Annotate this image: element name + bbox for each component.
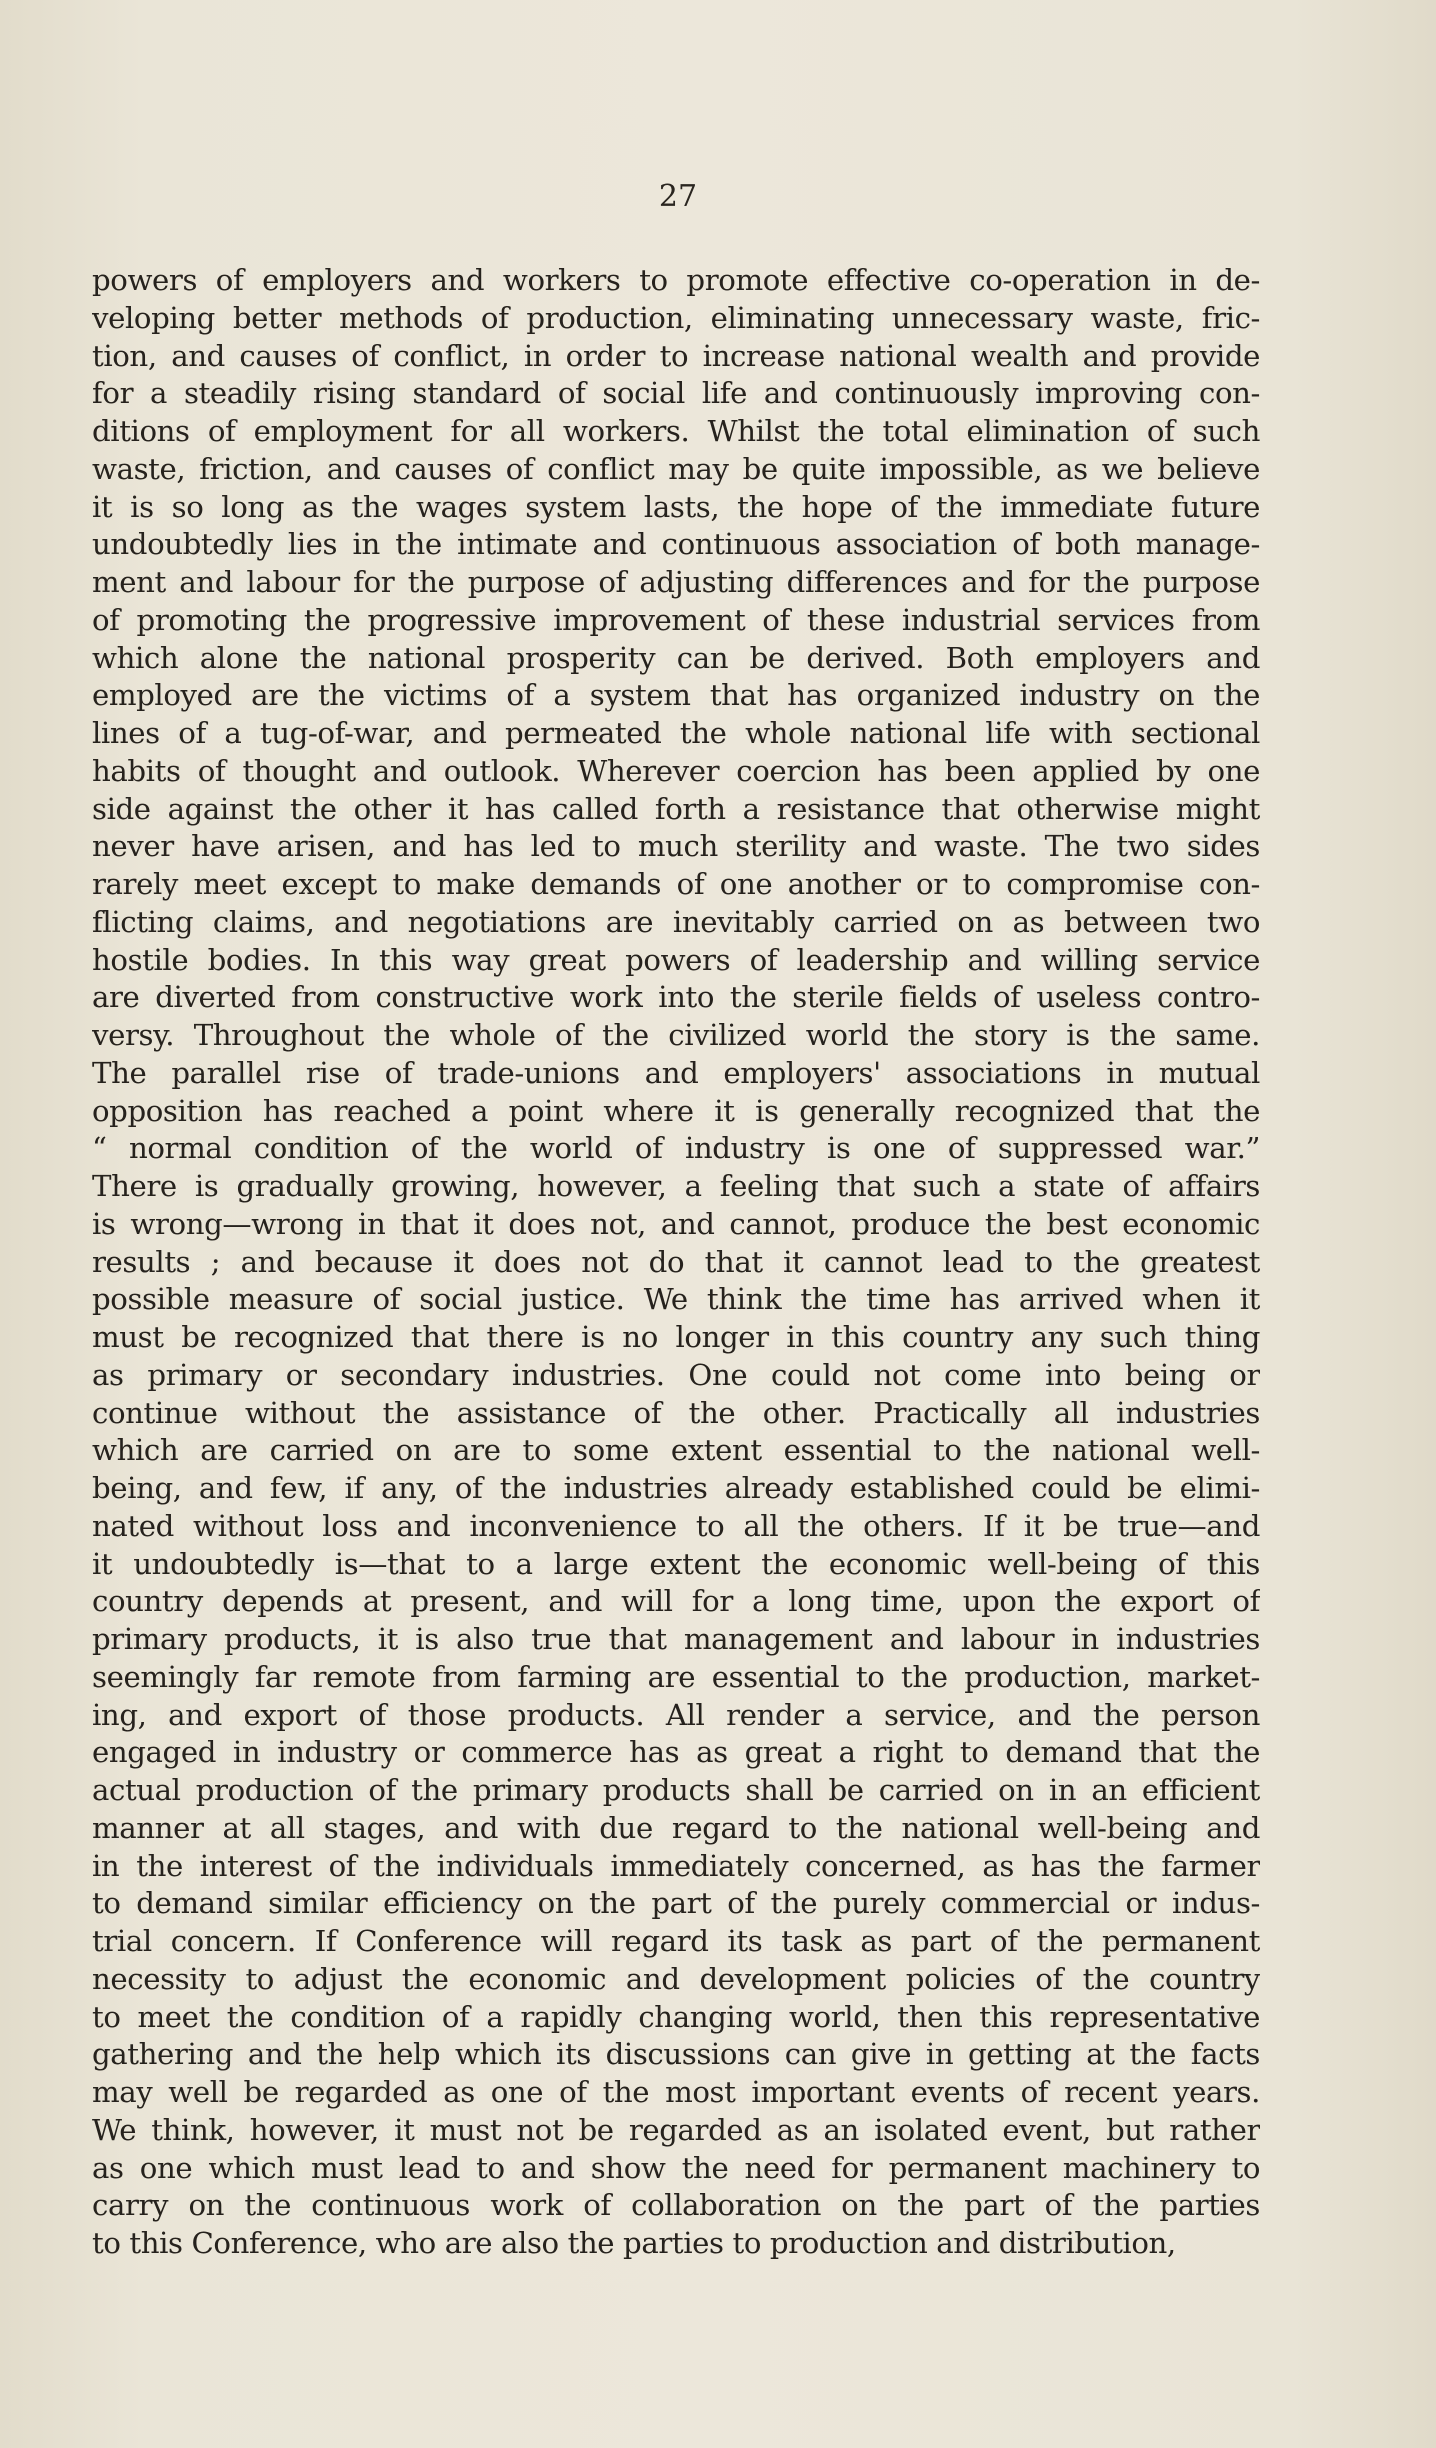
text-line: country depends at present, and will for a long time, upon the export of (92, 1584, 1260, 1619)
page-number: 27 (658, 179, 698, 214)
text-line: to meet the condition of a rapidly changing world, then this representative (92, 1999, 1260, 2034)
text-line: versy. Throughout the whole of the civilized world the story is the same. (92, 1018, 1260, 1052)
text-line: it undoubtedly is—that to a large extent the economic well-being of this (92, 1546, 1260, 1581)
text-line: We think, however, it must not be regarded as an isolated event, but rather (92, 2112, 1260, 2147)
text-line: opposition has reached a point where it is generally recognized that the (92, 1093, 1260, 1128)
text-line: powers of employers and workers to promote effective co-operation in de- (92, 263, 1260, 297)
text-line: primary products, it is also true that management and labour in industries (92, 1622, 1260, 1656)
text-line: it is so long as the wages system lasts, the hope of the immediate future (92, 489, 1260, 524)
text-line: ing, and export of those products. All render a service, and the person (92, 1697, 1260, 1732)
text-line: results ; and because it does not do that it cannot lead to the greatest (92, 1244, 1260, 1279)
text-line: employed are the victims of a system that has organized industry on the (92, 678, 1260, 713)
text-line: may well be regarded as one of the most important events of recent years. (92, 2075, 1260, 2109)
text-line: lines of a tug-of-war, and permeated the whole national life with sectional (92, 716, 1260, 750)
text-line: of promoting the progressive improvement of these industrial services from (92, 602, 1260, 637)
text-line: waste, friction, and causes of conflict may be quite impossible, as we believe (92, 451, 1260, 486)
text-line: tion, and causes of conflict, in order to increase national wealth and provide (92, 338, 1260, 373)
text-line: ditions of employment for all workers. Whilst the total elimination of such (92, 414, 1260, 448)
text-line: are diverted from constructive work into the sterile fields of useless contro- (92, 980, 1260, 1015)
text-line: There is gradually growing, however, a feeling that such a state of affairs (92, 1169, 1260, 1203)
text-line: which alone the national prosperity can be derived. Both employers and (92, 640, 1260, 675)
body-paragraph (92, 262, 1260, 2263)
text-line: never have arisen, and has led to much sterility and waste. The two sides (92, 829, 1260, 864)
text-line: seemingly far remote from farming are essential to the production, market- (92, 1659, 1260, 1694)
text-line: as primary or secondary industries. One could not come into being or (92, 1357, 1260, 1392)
text-line: in the interest of the individuals immediately concerned, as has the farmer (92, 1848, 1260, 1883)
text-line: flicting claims, and negotiations are inevitably carried on as between two (92, 904, 1260, 939)
text-line: possible measure of social justice. We think the time has arrived when it (92, 1282, 1260, 1317)
text-line: carry on the continuous work of collaboration on the part of the parties (92, 2188, 1260, 2223)
text-line: necessity to adjust the economic and development policies of the country (92, 1961, 1260, 1996)
text-line: engaged in industry or commerce has as great a right to demand that the (92, 1735, 1260, 1770)
text-line: for a steadily rising standard of social life and continuously improving con- (92, 376, 1260, 411)
text-line: continue without the assistance of the other. Practically all industries (92, 1395, 1260, 1430)
text-line: nated without loss and inconvenience to all the others. If it be true—and (92, 1508, 1260, 1543)
text-line: trial concern. If Conference will regard its task as part of the permanent (92, 1924, 1260, 1958)
text-line: manner at all stages, and with due regard to the national well-being and (92, 1810, 1260, 1845)
text-line: undoubtedly lies in the intimate and continuous association of both manage- (92, 527, 1260, 562)
text-line: veloping better methods of production, eliminating unnecessary waste, fric- (92, 300, 1260, 335)
text-line: “ normal condition of the world of industry is one of suppressed war.” (92, 1131, 1260, 1166)
text-line: which are carried on are to some extent essential to the national well- (92, 1433, 1260, 1468)
text-line: actual production of the primary products shall be carried on in an efficient (92, 1773, 1260, 1807)
text-line: being, and few, if any, of the industries already established could be elimi- (92, 1471, 1260, 1505)
text-line: habits of thought and outlook. Wherever coercion has been applied by one (92, 753, 1260, 788)
text-line: The parallel rise of trade-unions and employers' associations in mutual (92, 1055, 1260, 1090)
text-line: is wrong—wrong in that it does not, and cannot, produce the best economic (92, 1206, 1260, 1241)
text-line: side against the other it has called forth a resistance that otherwise might (92, 791, 1260, 826)
text-line: hostile bodies. In this way great powers of leadership and willing service (92, 942, 1260, 977)
text-line: to this Conference, who are also the parties to production and distribution, (92, 2226, 1176, 2260)
text-line: gathering and the help which its discussions can give in getting at the facts (92, 2037, 1260, 2072)
text-line: as one which must lead to and show the need for permanent machinery to (92, 2150, 1260, 2185)
text-line: ment and labour for the purpose of adjusting differences and for the purpose (92, 565, 1260, 599)
text-line: must be recognized that there is no longer in this country any such thing (92, 1320, 1260, 1354)
text-line: rarely meet except to make demands of one another or to compromise con- (92, 867, 1260, 901)
text-line: to demand similar efficiency on the part of the purely commercial or indus- (92, 1886, 1260, 1921)
